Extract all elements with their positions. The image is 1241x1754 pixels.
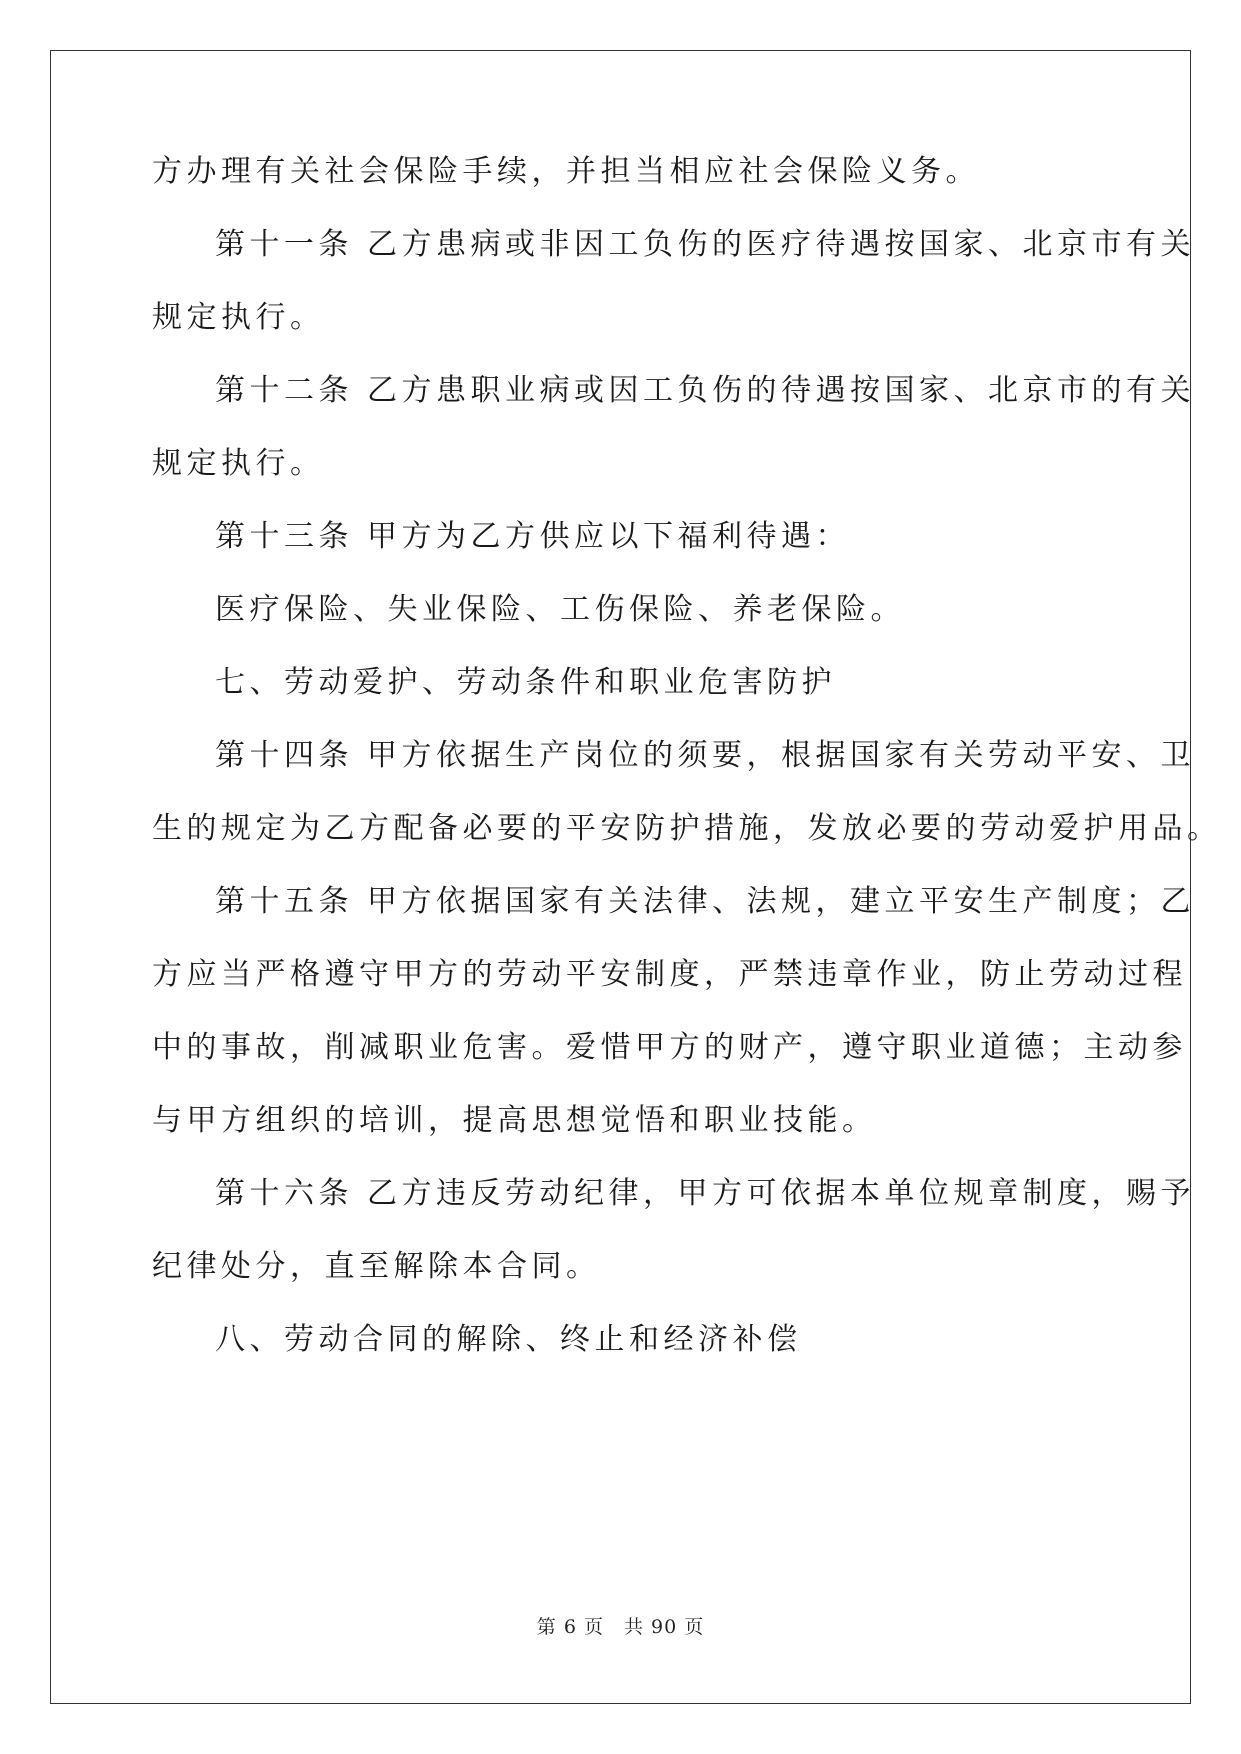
paragraph-line: 医疗保险、失业保险、工伤保险、养老保险。 (215, 592, 905, 627)
paragraph-line: 第十五条 甲方依据国家有关法律、法规，建立平安生产制度；乙 (215, 884, 1196, 919)
section-heading: 八、劳动合同的解除、终止和经济补偿 (215, 1322, 802, 1357)
paragraph-line: 第十三条 甲方为乙方供应以下福利待遇： (215, 519, 851, 554)
paragraph-line: 规定执行。 (152, 446, 325, 481)
paragraph-line: 纪律处分，直至解除本合同。 (152, 1249, 601, 1284)
paragraph-line: 第十二条 乙方患职业病或因工负伤的待遇按国家、北京市的有关 (215, 373, 1196, 408)
paragraph-line: 第十一条 乙方患病或非因工负伤的医疗待遇按国家、北京市有关 (215, 227, 1196, 262)
page-number-footer: 第 6 页 共 90 页 (536, 1616, 705, 1638)
paragraph-line: 与甲方组织的培训，提高思想觉悟和职业技能。 (152, 1103, 877, 1138)
paragraph-line: 方应当严格遵守甲方的劳动平安制度，严禁违章作业，防止劳动过程 (152, 957, 1187, 992)
paragraph-line: 生的规定为乙方配备必要的平安防护措施，发放必要的劳动爱护用品。 (152, 811, 1222, 846)
paragraph-line: 第十六条 乙方违反劳动纪律，甲方可依据本单位规章制度，赐予 (215, 1176, 1196, 1211)
paragraph-line: 方办理有关社会保险手续，并担当相应社会保险义务。 (152, 154, 980, 189)
section-heading: 七、劳动爱护、劳动条件和职业危害防护 (215, 665, 836, 700)
paragraph-line: 规定执行。 (152, 300, 325, 335)
paragraph-line: 第十四条 甲方依据生产岗位的须要，根据国家有关劳动平安、卫 (215, 738, 1196, 773)
paragraph-line: 中的事故，削减职业危害。爱惜甲方的财产，遵守职业道德；主动参 (152, 1030, 1187, 1065)
